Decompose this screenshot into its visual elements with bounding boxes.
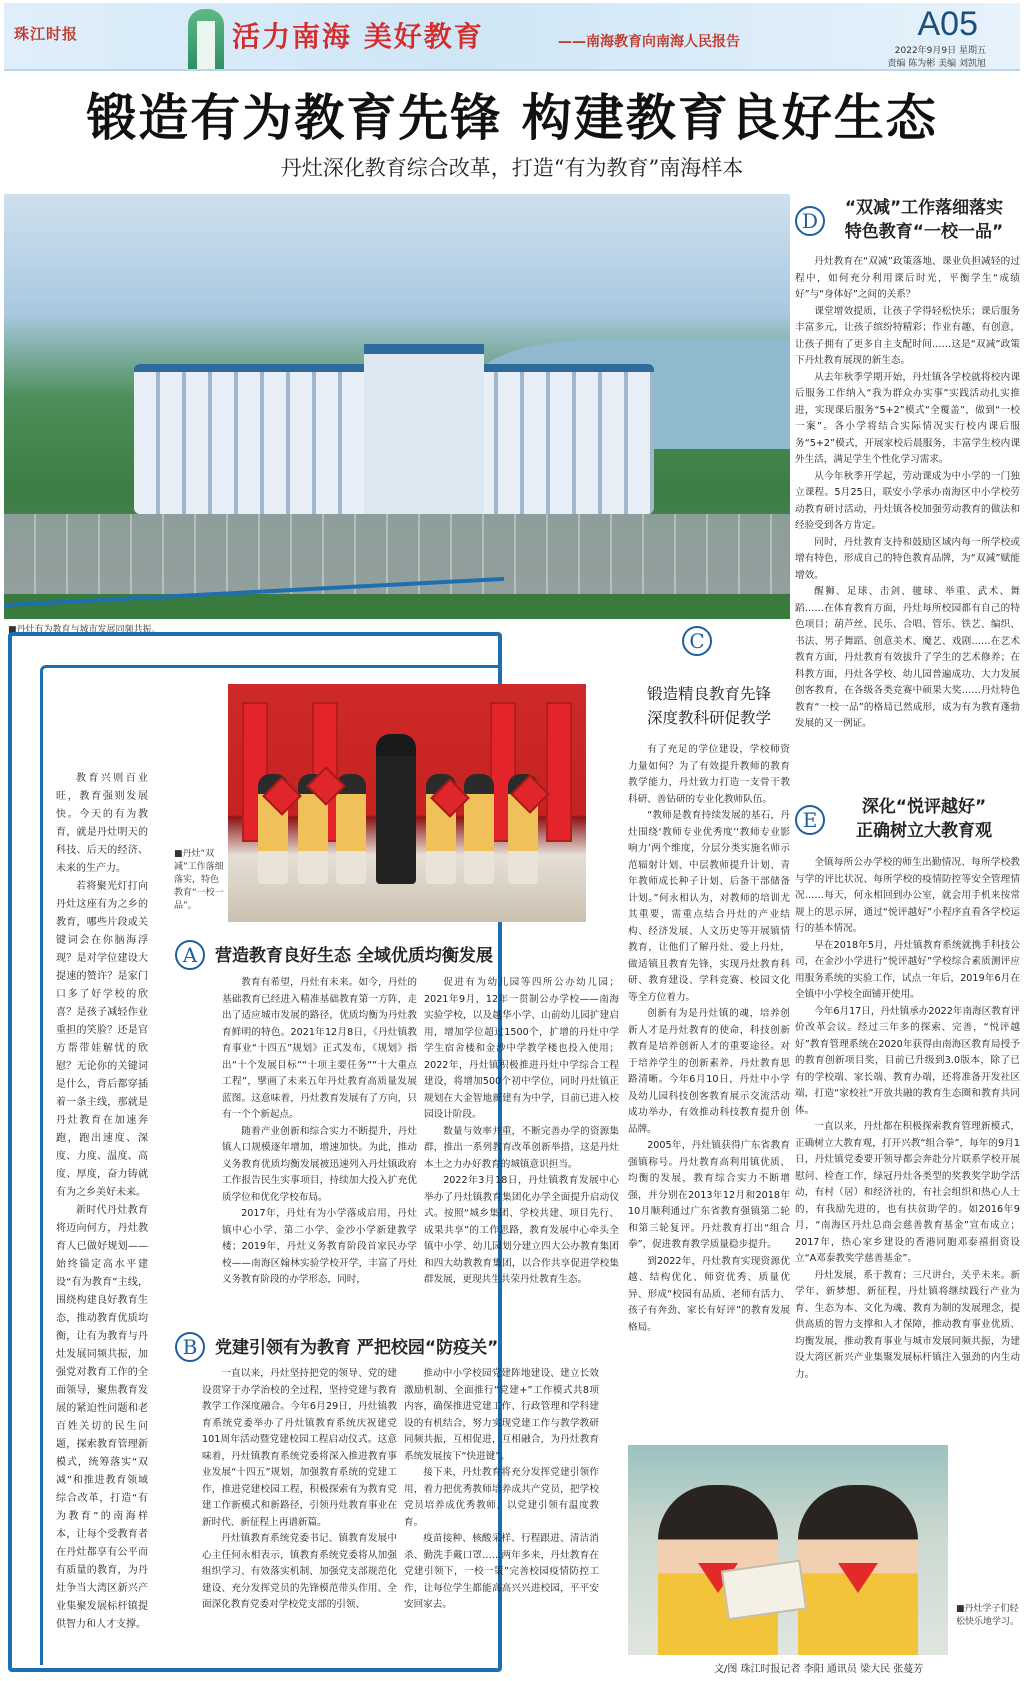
section-c-paragraph: “教师是教育持续发展的基石，丹灶围绕‘教师专业优秀度’‘教师专业影响力’两个维度，分层分类实施名师示范辐射计划、中层教师提升计划、青年教师成长种子计划、后备干部储备计划。”何永相认为，对教师的培训尤其重要，需重点结合丹灶的产业结构、经济发展、人文历史等开展镇情教育，让他们了解丹灶、爱上丹灶，做适镇且教育先锋，实现丹灶教育科研、教育建设、学科竞赛、校园文化等全方位着力。 [628,810,790,1003]
students-reading-photo [628,1445,948,1655]
banner-title: 活力南海 美好教育 [232,20,484,53]
section-d-title [829,196,1019,244]
section-d-paragraph: 课堂增效提质，让孩子学得轻松快乐；课后服务丰富多元，让孩子缤纷特精彩；作业有趣、有创意，让孩子拥有了更多自主支配时间……这是“双减”政策下丹灶教育展现的新生态。 [795,305,1020,366]
section-d-title-line1: “双减”工作落细落实 [844,198,1004,218]
section-e-title-line1: 深化“悦评越好” [861,797,987,817]
section-b-paragraph: 接下来，丹灶教育将充分发挥党建引领作用，着力把优秀教师培养成共产党员，把学校党员培养成优秀教师，以党建引领有温度教育。 [404,1467,599,1528]
section-c-paragraph: 创新有为是丹灶镇的魂，培养创新人才是丹灶教育的使命，科技创新教育是培养创新人才的重要途径。对于培养学生的创新素养，丹灶教育思路清晰。今年6月10日，丹灶中小学及幼儿园科技创客教育展示交流活动成功举办，有效推动科技教育提升创品牌。 [628,1008,790,1135]
section-b-letter-icon: B [175,1332,205,1362]
teacher-shape [376,734,416,884]
section-c-title [628,682,790,730]
headline: 锻造有为教育先锋 构建教育良好生态 [86,89,938,147]
school-tower-shape [364,344,484,514]
intro-paragraph: 教育兴则百业旺，教育强则发展快。今天的有为教育，就是丹灶明天的科技、后天的经济、未来的生产力。 [56,773,148,874]
section-d-title-line2: 特色教育“一校一品” [844,222,1004,242]
intro-paragraph: 新时代丹灶教育将迈向何方，丹灶教育人已做好规划——始终锚定高水平建设“有为教育”主线，围绕构建良好教育生态，推动教育优质均衡，让有为教育与丹灶发展同频共振，加强党对教育工作的全面领导，聚焦教育发展的紧迫性问题和老百姓关切的民生问题，探索教育管理新模式，统筹落实“双减”和推进教育领域综合改革，打造“有为教育”的南海样本，让每个受教育者在丹灶都享有公平而有质量的教育，为丹灶争当大湾区新兴产业集聚发展标杆镇提供智力和人才支撑。 [56,1205,148,1630]
section-e-letter-icon: E [795,805,825,835]
calligraphy-photo-caption: ■丹灶“双减”工作落细落实，特色教育“一校一品”。 [174,849,224,911]
section-d-paragraph: 丹灶教育在“双减”政策落地、课业负担减轻的过程中，如何充分利用课后时光，平衡学生“成绩好”与“身体好”之间的关系？ [795,256,1020,300]
section-a-paragraph: 促进有为幼儿园等四所公办幼儿园；2021年9月，12年一贯制公办学校——南海实验学校，以及越华小学、山前幼儿园扩建启用，增加学位超过1500个，扩增的丹灶中学学生宿舍楼和金沙中学教学楼也投入使用；2022年，丹灶镇积极推进丹灶中学综合工程建设，将增加500个初中学位，同时丹灶镇正规划在大金智地新建有为中学，目前已进入校园设计阶段。 [424,977,619,1120]
issue-date: 2022年9月9日 星期五 [894,46,986,56]
section-b-paragraph: 疫苗接种、核酸采样、行程跟进、清洁消杀、勤洗手戴口罩……两年多来，丹灶教育在党建引领下，一校一策”完善校园疫情防控工作，让每位学生都能高高兴兴进校园，平平安安回家去。 [404,1533,599,1610]
section-e-title-line2: 正确树立大教育观 [856,821,992,841]
page-number: A05 [917,5,978,43]
section-a-paragraph: 2022年3月18日，丹灶镇教育发展中心举办了丹灶镇教育集团化办学全面提升启动仪式。按照“城乡集团、学校共建、项目先行、成果共享”的工作思路，教育发展中心牵头全镇中小学、幼儿园划分建立四大公办教育集团和四大幼教教育集团，以合作共享促进学校集群发展，更现共生共荣丹灶教育生态。 [424,1175,619,1285]
section-a-column-1 [222,975,417,1289]
section-a-paragraph: 数量与效率并重，不断完善办学的资源集群，推出一系列教育改革创新举措，这是丹灶本土之力办好教育的城镇意识担当。 [424,1125,619,1170]
couplet-scroll-shape [546,702,572,842]
students-photo-caption: ■丹灶学子们轻松快乐地学习。 [956,1604,1020,1627]
section-e-paragraph: 今年6月17日，丹灶镇承办2022年南海区教育评价改革会议。经过三年多的探索、完善，“悦评越好”教育管理系统在2020年获得由南海区教育局授予的教育创新项目奖，目前已升级到3.0版本，除了已有的学校端、家长端、教育办端，还将准备开发社区端，打造“家校社”开放共融的教育生态圈和教育共同体。 [795,1005,1021,1116]
section-e-paragraph: 全镇每所公办学校的师生出勤情况、每所学校教与学的评比状况、每所学校的疫情防控等安全管理情况……每天，何永相回到办公室，就会用手机来按常规上的思示屏，通过“悦评越好”小程序直看各学校运行的基本情况。 [795,857,1020,934]
section-e-title [829,795,1019,843]
section-d-letter-icon: D [795,206,825,236]
paper-name: 珠江时报 [14,25,79,43]
main-photo-caption: ■丹灶有为教育与城市发展同频共振。 [8,625,161,635]
section-a-paragraph: 教育有希望，丹灶有未来。如今，丹灶的基础教育已经进入精准基础教育第一方阵，走出了适应城市发展的路径，优质均衡为丹灶教育鲜明的特色。2021年12月8日，《丹灶镇教育事业“十四五”规划》正式发布，《规划》指出“十个发展目标”“十项主要任务”“十大重点工程”，擘画了未来五年丹灶教育高质量发展蓝图。这意味着，丹灶教育发展有了方向，只有一个个新起点。 [222,977,417,1120]
section-a-paragraph: 随着产业创新和综合实力不断提升，丹灶镇人口规模逐年增加，增速加快。为此，推动义务教育优质均衡发展被迅速列入丹灶镇政府工作报告民生实事项目，持续加大投入扩充优质学位和优化学校布局。 [222,1125,417,1203]
main-photo [4,194,790,619]
section-a-paragraph: 2017年，丹灶有为小学落成启用，丹灶镇中心小学、第二小学、金沙小学新建教学楼；2019年，丹灶义务教育阶段首家民办学校——南海区翰林实验学校开学，丰富了丹灶义务教育阶段的办学形态，同时， [222,1208,417,1285]
open-book-shape [721,1560,807,1621]
section-e-paragraph: 早在2018年5月，丹灶镇教育系统就携手科技公司，在金沙小学进行“悦评越好”学校综合素质测评应用服务系统的实验工作，试点一年后，2019年6月在全镇中小学校全面铺开使用。 [795,939,1020,1000]
section-d-paragraph: 从今年秋季开学起，劳动课成为中小学的一门独立课程。5月25日，联安小学承办南海区中小学校劳动教育研讨活动，丹灶镇各校加强劳动教育的做法和经验受到各方肯定。 [795,470,1020,531]
section-b-paragraph: 一直以来，丹灶坚持把党的领导、党的建设贯穿于办学治校的全过程，坚持党建与教育教学工作深度融合。今年6月29日，丹灶镇教育系统党委举办了丹灶镇教育系统庆祝建党101周年活动暨党建校园工程启动仪式。这意味着，丹灶镇教育系统党委将深入推进教育事业发展“十四五”规划，加强教育系统的党建工作，推进党建校园工程，积极探索有为教育党建工作新模式和新路径，引领丹灶教育事业在新时代、新征程上再谱新篇。 [202,1368,397,1528]
intro-column [56,770,148,1634]
byline-credit: 文/图 珠江时报记者 李阳 通讯员 梁大民 张蔓芳 [714,1664,924,1675]
section-c-letter-icon: C [682,626,712,656]
section-d-paragraph: 醒狮、足球、击剑、毽球、举重、武术、舞蹈……在体育教育方面，丹灶每所校园都有自己的特色项目；葫芦丝、民乐、合唱、管乐、铁艺、编织、书法、男子舞蹈、创意美术、魔艺、戏剧……在艺术教育方面，丹灶教育有效拔升了学生的艺术修养；在科教方面，丹灶各学校、幼儿园普遍成功、大力发展创客教育，在各级各类竞赛中硕果大奖……丹灶特色教育“一校一品”的格局已然成形，成为有为教育蓬勃发展的又一例证。 [795,586,1020,729]
section-c-paragraph: 2005年，丹灶镇获得广东省教育强镇称号。丹灶教育高利用镇优质、均衡的发展，教育综合实力不断增强，并分别在2013年12月和2018年10月顺利通过广东省教育强镇第二轮和第三轮复评。丹灶教育打出“组合拳”，促进教育教学质量稳步提升。 [628,1140,790,1250]
section-a-letter-icon: A [175,940,205,970]
subheadline: 丹灶深化教育综合改革，打造“有为教育”南海样本 [280,156,744,180]
section-a-title: 营造教育良好生态 全域优质均衡发展 [215,946,493,966]
section-b-paragraph: 丹灶镇教育系统党委书记、镇教育发展中心主任何永相表示，镇教育系统党委将从加强组织学习、有效落实机制、加强党支部规范化建设、充分发挥党员的先锋模范带头作用、全面深化教育党委对学校党支部的引领、 [202,1533,397,1610]
banner-subtitle: ——南海教育向南海人民报告 [558,34,740,50]
section-b-column-2 [404,1366,599,1614]
section-c-paragraph: 有了充足的学位建设，学校师资力量如何？为了有效提升教师的教育教学能力，丹灶致力打造一支骨干教科研、善钻研的专业化教师队伍。 [628,744,790,805]
section-b-column-1 [202,1366,397,1614]
section-d-paragraph: 从去年秋季学期开始，丹灶镇各学校就将校内课后服务工作纳入“我为群众办实事”实践活动扎实推进，实现课后服务“5+2”模式“全覆盖”，做到“一校一案”。各小学将结合实际情况实行校内课后服务“5+2”模式，开展家校后晨服务，丰富学生校内课外生活，满足学生个性化学习需求。 [795,371,1020,465]
section-a-column-2 [424,975,619,1289]
section-e-paragraph: 一直以来，丹灶都在积极探索教育管理新模式，正确树立大教育观，打开兴教“组合拳”，每年的9月1日，丹灶镇党委要开领导都会奔赴分片联系学校开展慰问、检查工作，绿冠丹灶各类型的奖教奖学助学活动，有村（居）和经济社的，有社会组织和热心人士的，有我励先进的，也有扶贫助学的。如2016年9月，“南海区丹灶总商会慈善教育基金”宣布成立；2017年，热心家乡建设的香港同胞邓泰禧捐资设立“A邓泰教奖学慈善基金”。 [795,1121,1020,1264]
section-d-paragraph: 同时，丹灶教育支持和鼓励区域内每一所学校或增有特色，形成自己的特色教育品牌，为“双减”赋能增效。 [795,536,1020,581]
section-c-title-line2: 深度教科研促教学 [646,709,771,727]
section-c-paragraph: 到2022年，丹灶教育实现资源优越、结构优化、师资优秀、质量优异、形成“校园有品质、老师有活力、孩子有奔劲、家长有好评”的教育发展格局。 [628,1255,790,1333]
section-e-paragraph: 丹灶发展，系于教育；三尺讲台，关乎未来。新学年、新梦想、新征程，丹灶镇将继续践行产业为育、生态为本、文化为魂、教育为制的发展理念，提供高质的智力支撑和人才保障，推动教育事业优质、均衡发展，推动教育事业与城市发展同频共振，为建设大湾区新兴产业集聚发展标杆镇注入强劲的内生动力。 [795,1269,1020,1380]
calligraphy-photo [228,684,586,922]
section-b-paragraph: 推动中小学校园党建阵地建设、建立长效激励机制、全面推行“党建+”工作模式共8项内容，确保推进党建工作、行政管理和学科建设的有机结合，努力实现党建工作与教学教研同频共振，互相促进，互相融合，为丹灶教育系统发展按下“快进键”。 [404,1368,599,1462]
section-c-title-line1: 锻造精良教育先锋 [646,685,771,703]
masthead [4,3,1020,71]
section-b-title: 党建引领有为教育 严把校园“防疫关” [215,1338,499,1358]
intro-paragraph: 若将聚光灯打向丹灶这座有为之乡的教育，哪些片段或关键词会在你脑海浮现？是对学位建设大提速的赞许？是家门口多了好学校的欣喜？是孩子减轻作业重担的笑脸？还是官方帮带娃解忧的欣慰？无论你的关键词是什么，背后都穿插着一条主线，那就是丹灶教育在加速奔跑，跑出速度、深度、力度、温度、高度、厚度，奋力铸就有为之乡美好未来。 [56,881,148,1198]
pillar-logo-icon [188,9,224,69]
student-shape [464,774,494,884]
editors: 责编 陈为彬 美编 刘凯旭 [887,59,986,69]
